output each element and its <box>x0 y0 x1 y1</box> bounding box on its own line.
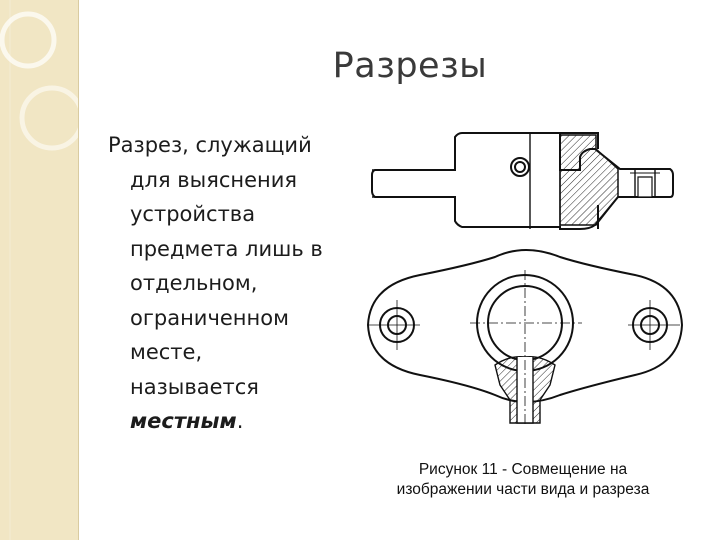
caption-line: изображении части вида и разреза <box>396 481 650 498</box>
technical-drawing <box>360 125 690 445</box>
slide-body-text <box>108 128 358 439</box>
body-line: устройства <box>130 202 256 226</box>
body-line: для выяснения <box>130 167 298 192</box>
body-line: Разрез, служащий <box>108 133 312 157</box>
figure-caption <box>364 460 682 500</box>
body-line: месте, <box>130 340 203 364</box>
term-period: . <box>236 409 244 433</box>
top-view-plan <box>368 250 682 425</box>
body-line: отдельном, <box>130 271 258 295</box>
body-line-term <box>108 404 358 439</box>
body-line: называется <box>130 374 259 399</box>
decorative-circles <box>0 0 78 540</box>
caption-line: Рисунок 11 - Совмещение на <box>418 461 628 478</box>
slide-title: Разрезы <box>332 46 488 86</box>
decorative-side-strip <box>0 0 79 540</box>
term-highlight: местным <box>130 409 237 433</box>
front-view-section <box>372 133 673 229</box>
body-line: ограниченном <box>130 305 289 330</box>
body-line: предмета лишь в <box>130 236 323 261</box>
